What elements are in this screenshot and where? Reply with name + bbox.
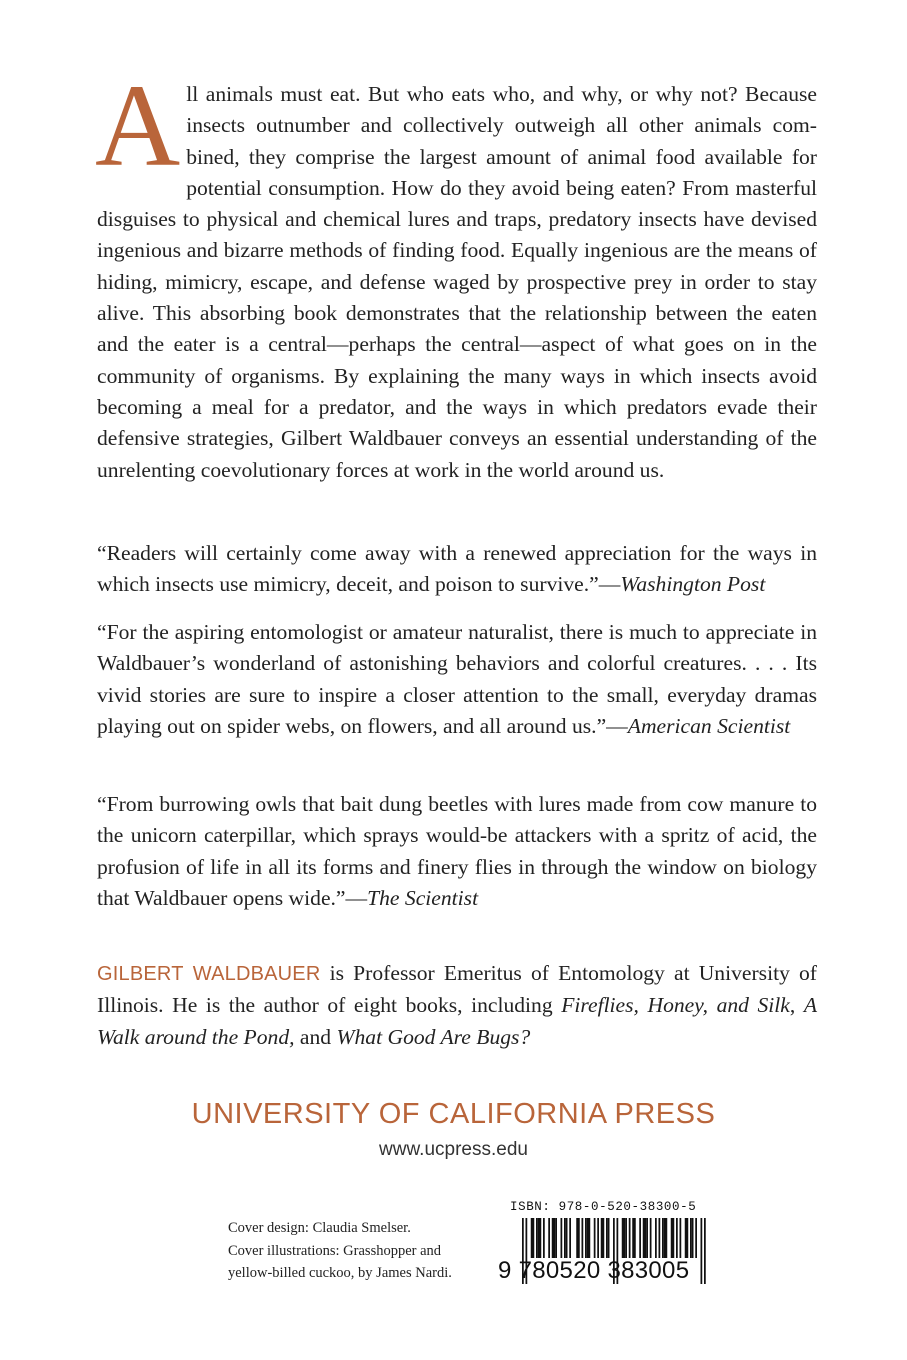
barcode-bar: [666, 1218, 668, 1258]
barcode-bar: [676, 1218, 678, 1258]
barcode-bar: [606, 1218, 608, 1258]
barcode-bar: [624, 1218, 626, 1258]
publisher-name: UNIVERSITY OF CALIFORNIA PRESS: [191, 1098, 716, 1130]
barcode-bar: [622, 1218, 624, 1258]
ean-digits: 9 780520 383005: [498, 1257, 690, 1284]
barcode-bar: [536, 1218, 538, 1258]
barcode-bar: [589, 1218, 591, 1258]
barcode-bar: [659, 1218, 661, 1258]
barcode-bar: [639, 1218, 641, 1258]
barcode-bar: [601, 1218, 603, 1258]
barcode-bar: [690, 1218, 692, 1258]
barcode-bar: [582, 1218, 584, 1258]
barcode-bar: [680, 1218, 682, 1258]
barcode-bar: [597, 1218, 599, 1258]
barcode-bar: [594, 1218, 596, 1258]
author-name: GILBERT WALDBAUER: [97, 963, 321, 985]
credit-line: Cover design: Claudia Smelser.: [228, 1220, 411, 1236]
barcode-bar: [692, 1218, 694, 1258]
book-title: Fireflies, Honey, and Silk: [561, 993, 790, 1018]
barcode-bar: [671, 1218, 673, 1258]
drop-cap: A: [95, 60, 181, 191]
barcode-bar: [555, 1218, 557, 1258]
quote-source: Washington Post: [620, 572, 766, 597]
isbn-barcode: [498, 1200, 710, 1300]
barcode-bar: [629, 1218, 631, 1258]
isbn-label: ISBN: 978-0-520-38300-5: [510, 1200, 697, 1214]
barcode-bar: [645, 1218, 647, 1258]
barcode-bar: [569, 1218, 571, 1258]
barcode-bar: [625, 1218, 627, 1258]
quote-text: “Readers will certainly come away with a renewed appreciation for the ways in which insects use mimicry, deceit, and poison to survive.”—: [97, 541, 817, 597]
barcode-bar: [646, 1218, 648, 1258]
barcode-bar: [608, 1218, 610, 1258]
barcode-bar: [587, 1218, 589, 1258]
barcode-bar: [695, 1218, 697, 1258]
barcode-bar: [538, 1218, 540, 1258]
barcode-bar: [578, 1218, 580, 1258]
barcode-bar: [533, 1218, 535, 1258]
barcode-bar: [561, 1218, 563, 1258]
barcode-bar: [548, 1218, 550, 1258]
barcode-bar: [650, 1218, 652, 1258]
review-quote-3: [97, 789, 817, 914]
barcode-bar: [687, 1218, 689, 1258]
quote-text: “From burrowing owls that bait dung beetles with lures made from cow manure to the unicorn caterpillar, which sprays would-be attackers with a spritz of acid, the profusion of life in all its forms and finery flies in through the window on biology that Waldbauer opens wide.”—: [97, 792, 817, 910]
barcode-bar: [554, 1218, 556, 1258]
credit-line: yellow-billed cuckoo, by James Nardi.: [228, 1265, 452, 1281]
barcode-bar: [531, 1218, 533, 1258]
barcode-bar: [662, 1218, 664, 1258]
cover-credits: [228, 1217, 488, 1285]
credit-line: Cover illustrations: Grasshopper and: [228, 1242, 442, 1259]
quote-source: The Scientist: [367, 885, 479, 910]
author-bio: GILBERT WALDBAUER is Professor Emeritus of Entomology at University of Illinois. He is the author of eight books, including Fireflies, Honey, and Silk, A Walk around the Pond, and What Good Are Bugs?: [97, 961, 818, 1049]
barcode-bar: [540, 1218, 542, 1258]
review-quote-1: [97, 538, 817, 601]
description-text: ll animals must eat. But who eats who, and why, or why not? Because insects outnumber and collectively outweigh all other animals combined, they comprise the largest amount of animal food available for potential consumption. How do they avoid being eaten? From masterful disguises to physical and chemical lures and traps, predatory insects have devised ingenious and bizarre methods of finding food. Equally ingenious are the means of hiding, mimicry, escape, and defense waged by prospective prey in order to stay alive. This absorbing book demonstrates that the relationship between the eaten and the eater is a central—perhaps the central—aspect of what goes on in the community of organisms. By explaining the many ways in which insects avoid becoming a meal for a predator, and the ways in which predators evade their defensive strategies, Gilbert Waldbauer conveys an essential understanding of the unrelenting coevolutionary forces at work in the world around us.: [97, 82, 817, 482]
barcode-bar: [566, 1218, 568, 1258]
barcode-bar: [543, 1218, 545, 1258]
barcode-bar: [664, 1218, 666, 1258]
quote-source: American Scientist: [627, 713, 791, 738]
barcode-bar: [673, 1218, 675, 1258]
description-paragraph: [95, 60, 817, 486]
barcode-bar: [585, 1218, 587, 1258]
barcode-bar: [552, 1218, 554, 1258]
barcode-bar: [632, 1218, 634, 1258]
quote-text: “For the aspiring entomologist or amateur naturalist, there is much to appreciate in Waldbauer’s wonderland of astonishing behaviors and colorful creatures. . . . Its vivid stories are sure to inspire a closer attention to the small, everyday dramas playing out on spider webs, on flowers, and all around us.”—: [97, 620, 817, 738]
barcode-bar: [634, 1218, 636, 1258]
barcode-bar: [655, 1218, 657, 1258]
barcode-bar: [643, 1218, 645, 1258]
publisher-url: www.ucpress.edu: [379, 1139, 528, 1160]
review-quote-2: [97, 617, 817, 742]
author-bio-text: is Professor Emeritus of Entomology at University of Illinois. He is the author of eight books, including: [97, 961, 817, 1018]
barcode-bar: [564, 1218, 566, 1258]
barcode-bar: [576, 1218, 578, 1258]
barcode-bar: [685, 1218, 687, 1258]
barcode-bar: [603, 1218, 605, 1258]
book-title: A Walk around the Pond,: [97, 993, 818, 1049]
book-title: What Good Are Bugs?: [336, 1024, 531, 1049]
